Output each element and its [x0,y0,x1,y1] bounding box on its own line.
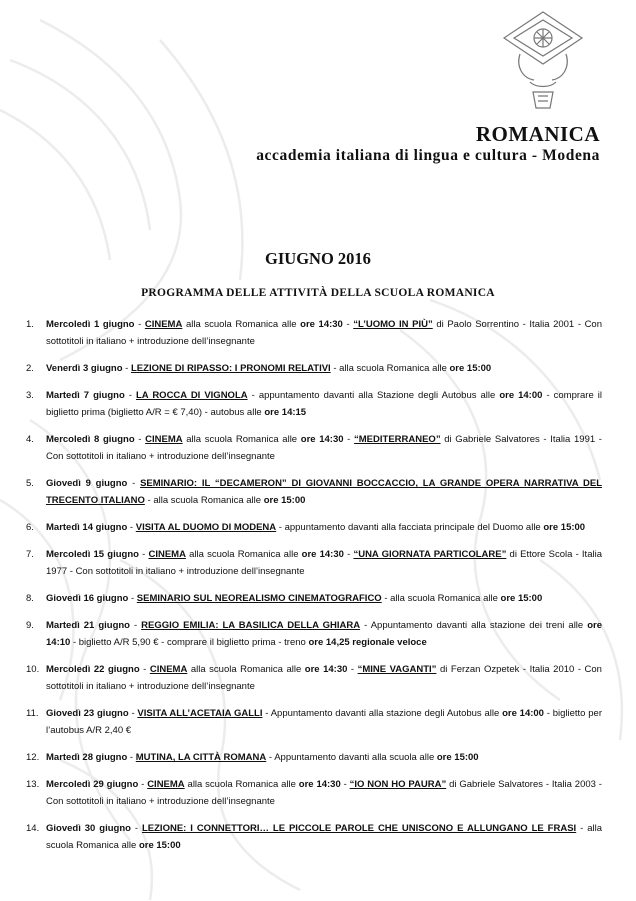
activity-text-segment: alla scuola Romanica alle [182,319,301,330]
activity-text-segment: - [138,549,149,560]
activity-item [26,661,602,695]
activity-text-segment: CINEMA [149,664,188,675]
activity-number: 7. [26,549,34,560]
activity-text [46,519,602,536]
activity-text-segment: - biglietto per l’autobus A/R 2,40 € [46,708,602,736]
activity-text-segment: - Appuntamento davanti alla scuola alle [266,752,437,763]
activity-text-segment: REGGIO EMILIA: LA BASILICA DELLA GHIARA [141,620,361,631]
activity-item [26,546,602,580]
activity-text-segment: “MEDITERRANEO” [354,434,441,445]
brand-subtitle: accademia italiana di lingua e cultura - Modena [256,147,600,164]
activity-text-segment: ore 14:30 [300,434,344,445]
activity-text-segment: - [139,664,150,675]
activity-text-segment: di Paolo Sorrentino - Italia 2001 - Con sottotitoli in italiano + introduzione dell’insegnante [46,319,603,347]
activity-text-segment: ore 15:00 [138,840,181,851]
activity-item [26,316,602,350]
activity-text-segment: - [130,823,142,834]
activity-text-segment: CINEMA [148,549,186,560]
activity-text-segment: Venerdì 3 giugno [46,363,123,374]
activity-text [46,617,602,651]
activity-text [46,475,602,509]
activity-text-segment: Martedì 7 giugno [46,390,125,401]
activity-text-segment: ore 14,25 regionale veloce [308,637,427,648]
activity-item [26,387,602,421]
activity-text-segment: - [127,522,136,533]
activity-text-segment: Mercoledì 8 giugno [46,434,135,445]
activity-item [26,590,602,607]
activity-text [46,546,602,580]
activity-item [26,617,602,651]
activity-text-segment: - [134,434,146,445]
activity-text-segment: di Gabriele Salvatores - Italia 2003 - Con sottotitoli in italiano + introduzione dell’insegnante [46,779,602,807]
activity-text-segment: Martedì 21 giugno [46,620,130,631]
activity-number: 11. [26,708,39,719]
activity-text-segment: ore 15:00 [436,752,479,763]
activity-text [46,316,602,350]
activity-text-segment: Giovedì 9 giugno [46,478,128,489]
activity-text-segment: CINEMA [144,319,183,330]
activity-text-segment: - [124,390,136,401]
activity-number: 9. [26,620,34,631]
activity-text-segment: ore 14:00 [499,390,543,401]
activity-number: 10. [26,664,40,675]
activity-text-segment: ore 14:10 [46,620,602,648]
activity-text-segment: - alla scuola Romanica alle [46,823,603,851]
activity-text-segment: - [347,664,358,675]
activity-text-segment: VISITA ALL’ACETAIA GALLI [137,708,263,719]
activity-text-segment: - [130,620,142,631]
activity-number: 4. [26,434,34,445]
activity-text-segment: Giovedì 30 giugno [46,823,131,834]
activity-text-segment: Mercoledì 1 giugno [46,319,135,330]
brand-title: ROMANICA [475,122,600,146]
activity-text-segment: di Ettore Scola - Italia 1977 - Con sottotitoli in italiano + introduzione dell’insegnante [46,549,602,577]
activity-text-segment: ore 15:00 [449,363,492,374]
activity-text-segment: - [122,363,131,374]
activity-text-segment: Giovedì 23 giugno [46,708,129,719]
activity-item [26,360,602,377]
activity-item [26,776,602,810]
activity-item [26,820,602,854]
activity-text-segment: - [342,319,354,330]
activity-text-segment: SEMINARIO SUL NEOREALISMO CINEMATOGRAFICO [136,593,382,604]
activity-text-segment: - appuntamento davanti alla facciata principale del Duomo alle [276,522,544,533]
activity-text-segment: - [138,779,148,790]
month-title: GIUGNO 2016 [265,249,371,268]
activity-text-segment: Mercoledì 29 giugno [46,779,139,790]
activity-text-segment: alla scuola Romanica alle [182,434,301,445]
activity-text-segment: - [128,593,137,604]
activity-text-segment: - alla scuola Romanica alle [330,363,450,374]
activity-text-segment: di Ferzan Ozpetek - Italia 2010 - Con sottotitoli in italiano + introduzione dell’insegnante [46,664,602,692]
activity-text-segment: - [343,549,354,560]
activity-text-segment: VISITA AL DUOMO DI MODENA [135,522,277,533]
activity-text-segment: - [134,319,145,330]
activity-text-segment: ore 14:30 [298,779,341,790]
activity-text-segment: - Appuntamento davanti alla stazione degli Autobus alle [262,708,503,719]
activity-text-segment: - [128,708,138,719]
activity-text [46,749,602,766]
activity-text-segment: - alla scuola Romanica alle [144,495,264,506]
activity-text-segment: - appuntamento davanti alla Stazione degli Autobus alle [247,390,500,401]
activity-text-segment: - alla scuola Romanica alle [381,593,501,604]
activity-number: 12. [26,752,40,763]
activity-text-segment: “L’UOMO IN PIÙ” [353,319,433,330]
activity-number: 14. [26,823,40,834]
activity-text-segment: di Gabriele Salvatores - Italia 1991 - Con sottotitoli in italiano + introduzione dell’insegnante [46,434,602,462]
activity-number: 1. [26,319,34,330]
activity-text [46,820,602,854]
activity-text-segment: “UNA GIORNATA PARTICOLARE” [353,549,507,560]
activity-text [46,360,602,377]
activity-text-segment: ore 14:30 [304,664,348,675]
activity-text-segment: LA ROCCA DI VIGNOLA [135,390,248,401]
activity-text-segment: - [127,752,136,763]
activity-item [26,431,602,465]
activity-text-segment: alla scuola Romanica alle [187,664,305,675]
activity-text [46,387,602,421]
activity-text-segment: - comprare il biglietto prima (biglietto A/R = € 7,40) - autobus alle [46,390,602,418]
activity-text-segment: - [343,434,355,445]
activity-text-segment: MUTINA, LA CITTÀ ROMANA [135,752,267,763]
activity-text [46,705,602,739]
activity-text-segment: CINEMA [147,779,185,790]
program-title: PROGRAMMA DELLE ATTIVITÀ DELLA SCUOLA ROMANICA [141,287,495,299]
activity-text-segment: ore 14:30 [301,549,344,560]
activity-number: 8. [26,593,34,604]
activity-text-segment: “IO NON HO PAURA” [349,779,447,790]
activity-text-segment: ore 14:30 [300,319,343,330]
activity-number: 6. [26,522,34,533]
activity-item [26,749,602,766]
activity-text-segment: Mercoledì 22 giugno [46,664,140,675]
activity-number: 13. [26,779,40,790]
activity-text-segment: - [340,779,350,790]
activity-text-segment: “MINE VAGANTI” [357,664,437,675]
romanica-crest-logo [500,8,586,118]
activity-text-segment: ore 15:00 [500,593,543,604]
activity-text-segment: Giovedì 16 giugno [46,593,129,604]
activity-text [46,661,602,695]
activity-number: 3. [26,390,34,401]
activity-text-segment: Martedì 28 giugno [46,752,128,763]
activity-item [26,519,602,536]
activity-text-segment: - Appuntamento davanti alla stazione dei treni alle [360,620,588,631]
activity-text-segment: - biglietto A/R 5,90 € - comprare il biglietto prima - treno [70,637,309,648]
activity-text-segment: alla scuola Romanica alle [185,549,302,560]
activity-text-segment: SEMINARIO: IL “DECAMERON” DI GIOVANNI BOCCACCIO, LA GRANDE OPERA NARRATIVA DEL TRECENTO ITALIANO [46,478,602,506]
activity-text-segment: Martedì 14 giugno [46,522,128,533]
activity-text-segment: alla scuola Romanica alle [184,779,299,790]
activity-text [46,431,602,465]
activity-text-segment: ore 15:00 [263,495,306,506]
activity-text [46,590,602,607]
activity-text-segment: CINEMA [145,434,183,445]
activity-text [46,776,602,810]
activity-item [26,705,602,739]
activity-text-segment: ore 15:00 [543,522,586,533]
brand-header [256,122,600,166]
activity-text-segment: LEZIONE DI RIPASSO: I PRONOMI RELATIVI [131,363,331,374]
activity-list [26,316,602,864]
activity-text-segment: LEZIONE: I CONNETTORI… LE PICCOLE PAROLE CHE UNISCONO E ALLUNGANO LE FRASI [141,823,577,834]
activity-item [26,475,602,509]
activity-text-segment: - [127,478,141,489]
activity-text-segment: Mercoledì 15 giugno [46,549,139,560]
activity-number: 2. [26,363,34,374]
activity-text-segment: ore 14:15 [264,407,307,418]
activity-number: 5. [26,478,34,489]
activity-text-segment: ore 14:00 [502,708,544,719]
